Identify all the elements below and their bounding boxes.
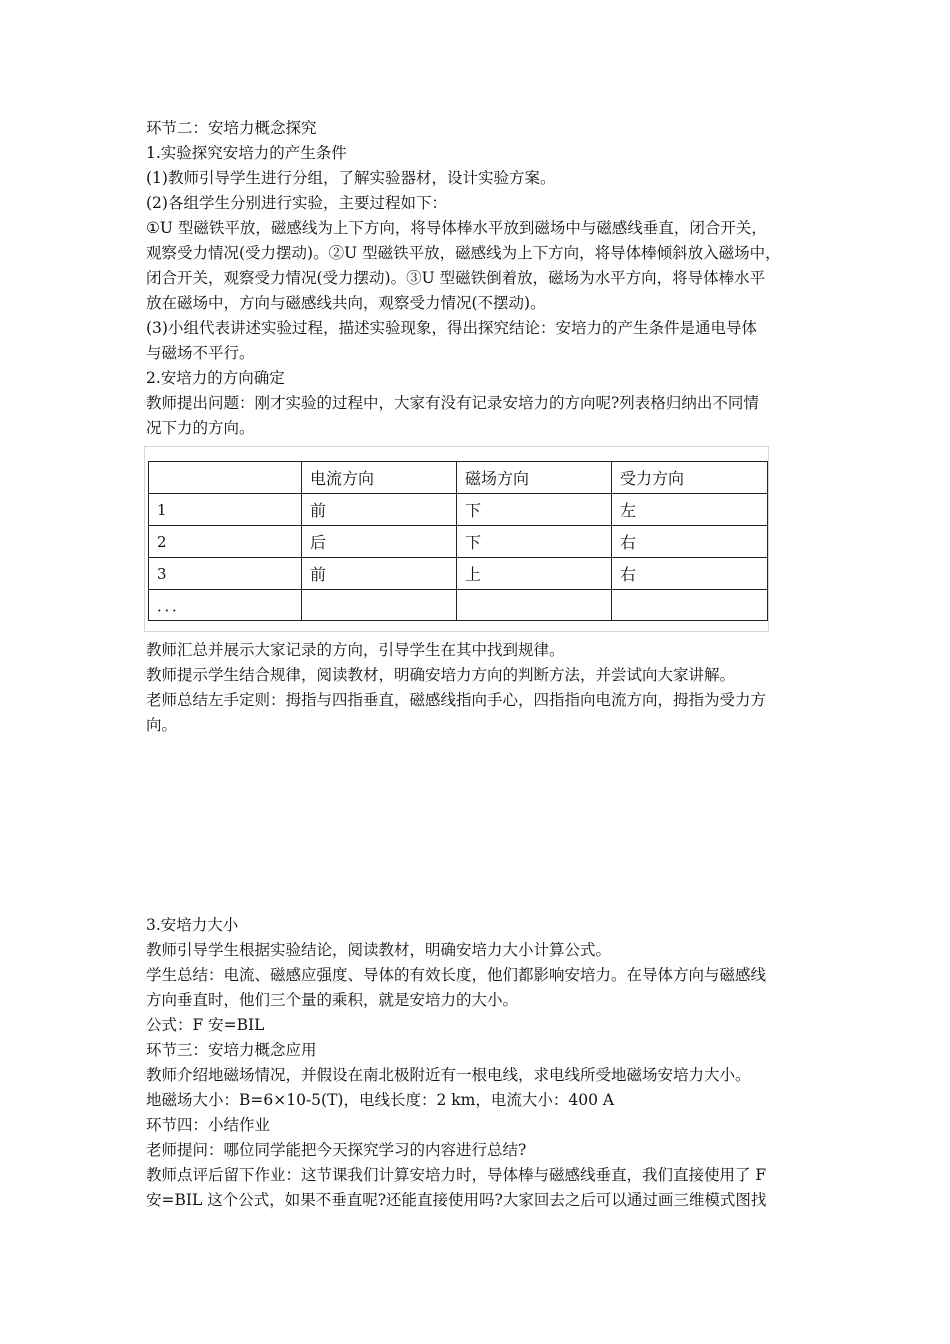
table-row xyxy=(149,526,768,558)
paragraph-line: 学生总结：电流、磁感应强度、导体的有效长度，他们都影响安培力。在导体方向与磁感线 xyxy=(146,966,767,984)
subsection-heading: 1.实验探究安培力的产生条件 xyxy=(146,144,347,162)
table-cell: 前 xyxy=(302,494,457,526)
paragraph-line: 教师点评后留下作业：这节课我们计算安培力时，导体棒与磁感线垂直，我们直接使用了 F xyxy=(146,1166,767,1184)
text-section-3 xyxy=(146,913,814,1213)
table-row xyxy=(149,558,768,590)
table-cell: ．．． xyxy=(149,590,302,621)
formula-line: 公式：F 安=BIL xyxy=(146,1016,265,1034)
paragraph-line: 安=BIL 这个公式，如果不垂直呢?还能直接使用吗?大家回去之后可以通过画三维模式图找 xyxy=(146,1191,767,1209)
table-cell: 前 xyxy=(302,558,457,590)
paragraph-line: 观察受力情况(受力摆动)。②U 型磁铁平放，磁感线为上下方向，将导体棒倾斜放入磁场中， xyxy=(146,244,781,262)
table-cell: 1 xyxy=(149,494,302,526)
table-header-cell: 磁场方向 xyxy=(457,462,612,494)
paragraph-line: 况下力的方向。 xyxy=(146,419,255,437)
paragraph-line: 与磁场不平行。 xyxy=(146,344,255,362)
table-cell: 右 xyxy=(612,526,768,558)
paragraph-line: 教师汇总并展示大家记录的方向，引导学生在其中找到规律。 xyxy=(146,641,565,659)
text-section-2 xyxy=(146,638,814,738)
section-heading: 环节二：安培力概念探究 xyxy=(146,119,317,137)
table-cell: 下 xyxy=(457,526,612,558)
paragraph-line: 地磁场大小：B=6×10-5(T)，电线长度：2 km，电流大小：400 A xyxy=(146,1091,615,1109)
paragraph-line: ①U 型磁铁平放，磁感线为上下方向，将导体棒水平放到磁场中与磁感线垂直，闭合开关， xyxy=(146,219,767,237)
section-heading: 环节三：安培力概念应用 xyxy=(146,1041,317,1059)
table-cell: 上 xyxy=(457,558,612,590)
paragraph-line: 教师提示学生结合规律，阅读教材，明确安培力方向的判断方法，并尝试向大家讲解。 xyxy=(146,666,736,684)
table-cell: 2 xyxy=(149,526,302,558)
paragraph-line: 教师引导学生根据实验结论，阅读教材，明确安培力大小计算公式。 xyxy=(146,941,612,959)
paragraph-line: 老师总结左手定则：拇指与四指垂直，磁感线指向手心，四指指向电流方向，拇指为受力方 xyxy=(146,691,767,709)
paragraph-line: 方向垂直时，他们三个量的乘积，就是安培力的大小。 xyxy=(146,991,519,1009)
table-header-row xyxy=(149,462,768,494)
table-cell: 右 xyxy=(612,558,768,590)
section-heading: 环节四：小结作业 xyxy=(146,1116,271,1134)
table-cell xyxy=(302,590,457,621)
table-header-cell xyxy=(149,462,302,494)
paragraph-line: 向。 xyxy=(146,716,178,734)
table-cell xyxy=(457,590,612,621)
paragraph-line: (1)教师引导学生进行分组，了解实验器材，设计实验方案。 xyxy=(146,169,556,187)
table-cell: 左 xyxy=(612,494,768,526)
direction-table-frame xyxy=(144,446,769,632)
table-cell: 3 xyxy=(149,558,302,590)
subsection-heading: 3.安培力大小 xyxy=(146,916,239,934)
paragraph-line: 放在磁场中，方向与磁感线共向，观察受力情况(不摆动)。 xyxy=(146,294,546,312)
table-cell: 后 xyxy=(302,526,457,558)
table-row xyxy=(149,590,768,621)
paragraph-line: 教师提出问题：刚才实验的过程中，大家有没有记录安培力的方向呢?列表格归纳出不同情 xyxy=(146,394,759,412)
paragraph-line: 闭合开关，观察受力情况(受力摆动)。③U 型磁铁倒着放，磁场为水平方向，将导体棒水平 xyxy=(146,269,766,287)
table-row xyxy=(149,494,768,526)
table-cell: 下 xyxy=(457,494,612,526)
table-header-cell: 受力方向 xyxy=(612,462,768,494)
paragraph-line: (3)小组代表讲述实验过程，描述实验现象，得出探究结论：安培力的产生条件是通电导体 xyxy=(146,319,757,337)
paragraph-line: (2)各组学生分别进行实验，主要过程如下： xyxy=(146,194,447,212)
text-section-1 xyxy=(146,116,814,441)
table-cell xyxy=(612,590,768,621)
paragraph-line: 老师提问：哪位同学能把今天探究学习的内容进行总结? xyxy=(146,1141,527,1159)
subsection-heading: 2.安培力的方向确定 xyxy=(146,369,285,387)
paragraph-line: 教师介绍地磁场情况，并假设在南北极附近有一根电线，求电线所受地磁场安培力大小。 xyxy=(146,1066,751,1084)
table-header-cell: 电流方向 xyxy=(302,462,457,494)
direction-table xyxy=(148,461,768,621)
